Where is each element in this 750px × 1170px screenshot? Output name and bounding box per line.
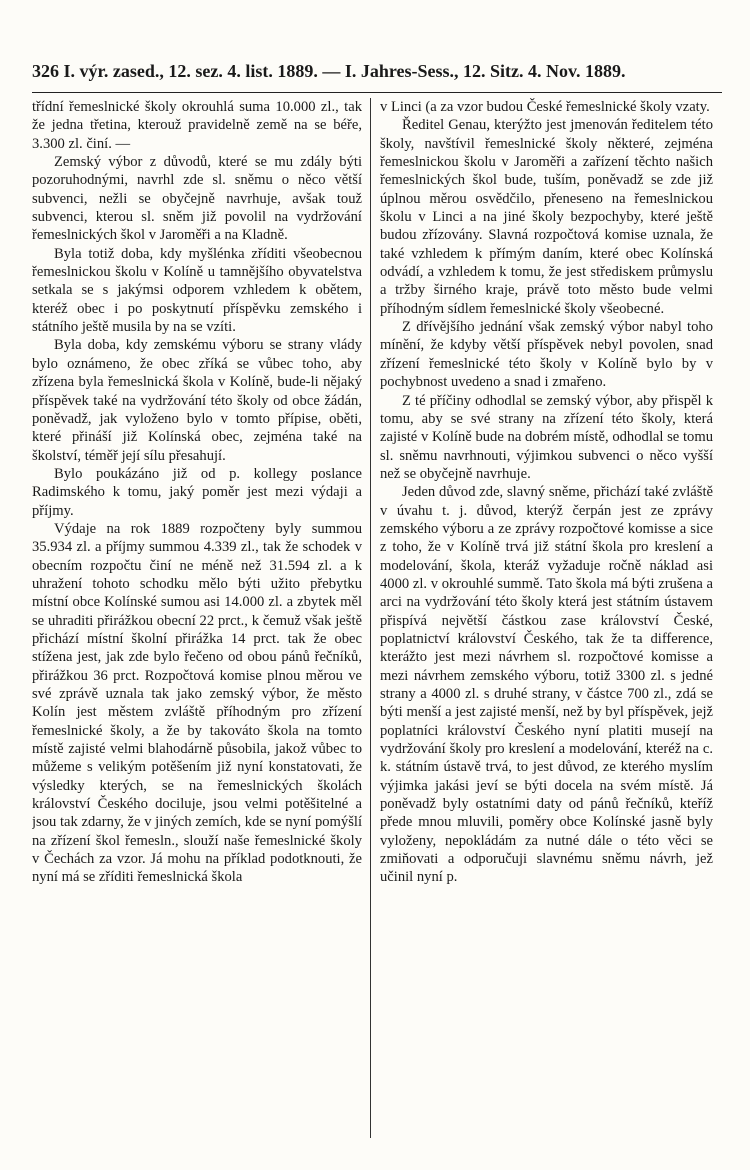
paragraph: Z dřívějšího jednání však zemský výbor nabyl toho mínění, že kdyby větší příspěvek nebyl povolen, snad zřízení řemeslnické této školy v Kolíně bylo by v pochybnost uvedeno a snad i zmařeno. (380, 319, 713, 391)
column-divider (370, 98, 371, 1138)
page-header: 326 I. výr. zased., 12. sez. 4. list. 1889. — I. Jahres-Sess., 12. Sitz. 4. Nov. 1889. (32, 56, 722, 93)
right-column (380, 98, 713, 1138)
paragraph: Jeden důvod zde, slavný sněme, přichází také zvláště v úvahu t. j. důvod, kterýž čerpán jest ze zprávy zemského výboru a ze zprávy rozpočtové komisse a sice z toho, že v Kolíně trvá již státní škola pro kreslení a modelování, škola, kteráž vyžaduje ročně náklad asi 4000 zl. v okrouhlé summě. Tato škola má býti zrušena a arci na vydržování této školy která jest státním ústavem přispívá největší částkou zase království České, poplatnictví království Českého, tak že ta difference, kterážto jest mezi návrhem sl. rozpočtové komisse a mezi návrhem zemského výboru, totiž 3300 zl. s jedné strany a 4000 zl. s druhé strany, v částce 700 zl., zdá se býti menší a jest zajisté menší, než by byl příspěvek, jejž poplatníci království Českého nyní platiti musejí na vydržování školy pro kreslení a modelování, kteréž na c. k. státním ústavě trvá, to jest důvod, ze kterého myslím výjimka jakási jeví se býti docela na svém místě. Já poněvadž byly ostatními daty od pánů řečníků, kteříž přede mnou mluvili, poměry obce Kolínské jasně byly vyloženy, nepokládám za nutné dále o této věci se zmiňovati a odporučuji slavnému sněmu návrh, jež učinil nyní p. (380, 484, 713, 886)
paragraph: Ředitel Genau, kterýžto jest jmenován ředitelem této školy, navštívil řemeslnické školy některé, zejména řemeslnickou školu v Jaroměři a zařízení těchto našich řemeslnických škol bude, tuším, poněvadž se zde již úplnou měrou osvědčilo, přeneseno na řemeslnickou školu v Linci a na jiné školy bezpochyby, které ještě budou zřízovány. Slavná rozpočtová komise uznala, že také vzhledem k přímým daním, které obec Kolínská odvádí, a vzhledem k tomu, že jest střediskem průmyslu a tržby širného kraje, právě toto město bude velmi příhodným sídlem řemeslnické školy všeobecné. (380, 117, 713, 317)
paragraph: třídní řemeslnické školy okrouhlá suma 10.000 zl., tak že jedna třetina, kterouž pravidelně země na se béře, 3.300 zl. činí. — (32, 99, 362, 152)
paragraph: Výdaje na rok 1889 rozpočteny byly summou 35.934 zl. a příjmy summou 4.339 zl., tak že schodek v obecním rozpočtu činí ne méně než 31.594 zl. a k uhražení tohoto schodku mělo býti užito přebytku místní obce Kolínské sumou asi 14.000 zl. a zbytek měl se uhraditi přirážkou obecní 22 prct., k čemuž však ještě přichází místní školní přirážka 14 prct. tak že obec stížena jest, jak zde bylo řečeno od obou pánů řečníků, přirážkou 36 prct. Rozpočtová komise plnou měrou ve své zprávě uznala tak jako zemský výbor, že město Kolín jest městem zvláště příhodným pro zřízení řemeslnické školy, a že by takováto škola na tomto místě zajisté velmi blahodárně působila, jakož vůbec to můžeme s velikým potěšením již nyní konstatovati, že výsledky kterých, se na řemeslnických školách království Českého dociluje, jsou velmi potěšitelné a jsou tak zdarny, že v jiných zemích, kde se nyní pomýšlí na zřízení škol řemesln., slouží naše řemeslnické školy v Čechách za vzor. Já mohu na příklad podotknouti, že nyní má se zříditi řemeslnická škola (32, 520, 362, 886)
left-column (32, 98, 362, 1138)
paragraph: Z té příčiny odhodlal se zemský výbor, aby přispěl k tomu, aby se své strany na zřízení této školy, která zajisté v Kolíně bude na dobrém místě, odhodlal se tomu sl. sněmu navrhnouti, výjimkou subvenci o něco vyšší než se obyčejně navrhuje. (380, 392, 713, 482)
paragraph: Zemský výbor z důvodů, které se mu zdály býti pozoruhodnými, navrhl zde sl. sněmu o něco větší subvenci, nežli se obyčejně navrhuje, avšak touž subvenci, kterou sl. sněm již povolil na vydržování řemeslnických škol v Jaroměři a na Kladně. (32, 154, 362, 244)
paragraph: Bylo poukázáno již od p. kollegy poslance Radimského k tomu, jaký poměr jest mezi výdaji a příjmy. (32, 465, 362, 519)
paragraph: Byla doba, kdy zemskému výboru se strany vlády bylo oznámeno, že obec zříká se vůbec toho, aby zřízena byla řemeslnická škola v Kolíně, bude-li nějaký příspěvek také na vydržování této školy od obce žádán, poněvadž, jak vyloženo bylo v tomto přípise, oběti, které přináší již Kolínská obec, zejména také na školství, téměř její sílu přesahují. (32, 337, 362, 464)
paragraph: v Linci (a za vzor budou České řemeslnické školy vzaty. (380, 99, 710, 115)
paragraph: Byla totiž doba, kdy myšlénka zříditi všeobecnou řemeslnickou školu v Kolíně u tamnějšího obyvatelstva setkala se s jakýmsi odporem vzhledem k obětem, kteréž obec i po poskytnutí příspěvku zemského i státního ještě musila by na se vzíti. (32, 245, 362, 336)
